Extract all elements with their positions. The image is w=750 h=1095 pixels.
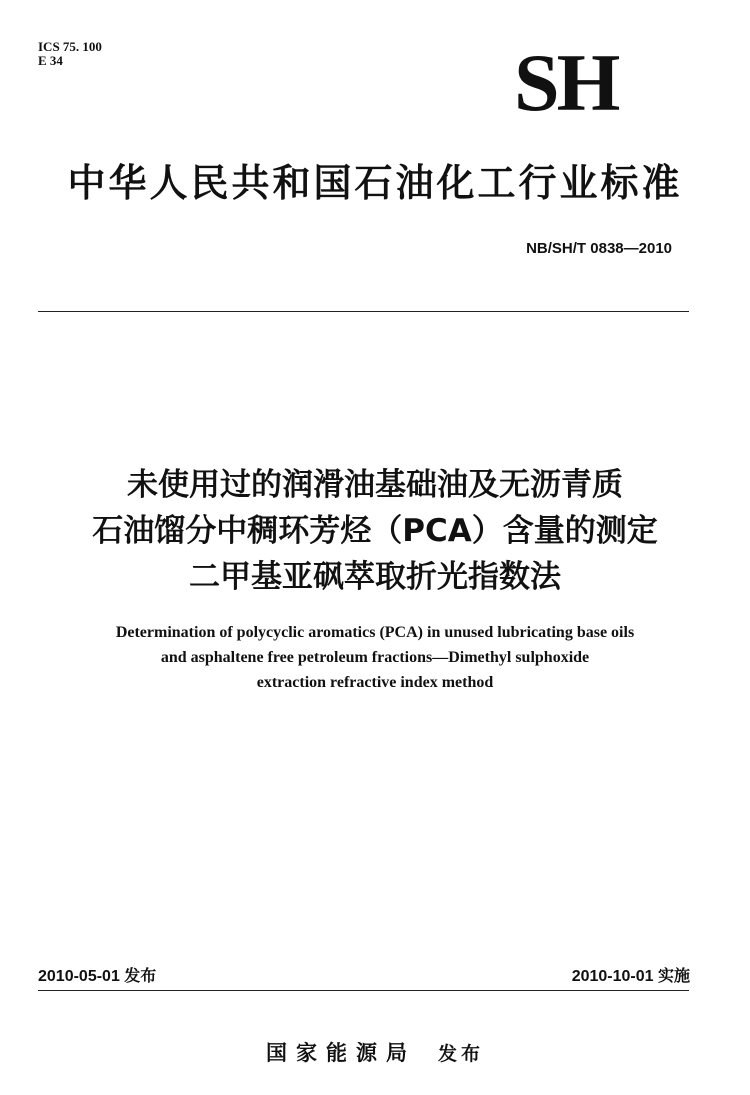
classification-codes <box>38 40 102 68</box>
top-divider <box>38 311 689 312</box>
cn-title-line-2: 石油馏分中稠环芳烃（PCA）含量的测定 <box>92 513 658 549</box>
implementation-date: 2010-10-01 实施 <box>571 968 690 985</box>
en-title-line-3: extraction refractive index method <box>256 674 494 691</box>
ccs-code: E 34 <box>38 53 63 68</box>
cn-title-line-3: 二甲基亚砜萃取折光指数法 <box>189 559 561 595</box>
en-title-line-2: and asphaltene free petroleum fractions—Dimethyl sulphoxide <box>160 649 590 666</box>
cn-title-line-1: 未使用过的润滑油基础油及无沥青质 <box>127 467 623 503</box>
publisher-org: 国家能源局 <box>265 1041 416 1065</box>
en-title-line-1: Determination of polycyclic aromatics (PCA) in unused lubricating base oils <box>115 624 635 641</box>
standard-category-title: 中华人民共和国石油化工行业标准 <box>67 161 683 205</box>
standard-number: NB/SH/T 0838—2010 <box>526 240 672 257</box>
sh-logo: SH <box>514 37 618 128</box>
issue-date: 2010-05-01 发布 <box>38 968 157 985</box>
publisher-line <box>0 1037 750 1067</box>
publish-action: 发布 <box>437 1043 484 1065</box>
ics-code: ICS 75. 100 <box>38 39 102 54</box>
bottom-divider <box>38 990 689 991</box>
chinese-document-title <box>0 462 750 600</box>
english-document-title <box>0 620 750 695</box>
